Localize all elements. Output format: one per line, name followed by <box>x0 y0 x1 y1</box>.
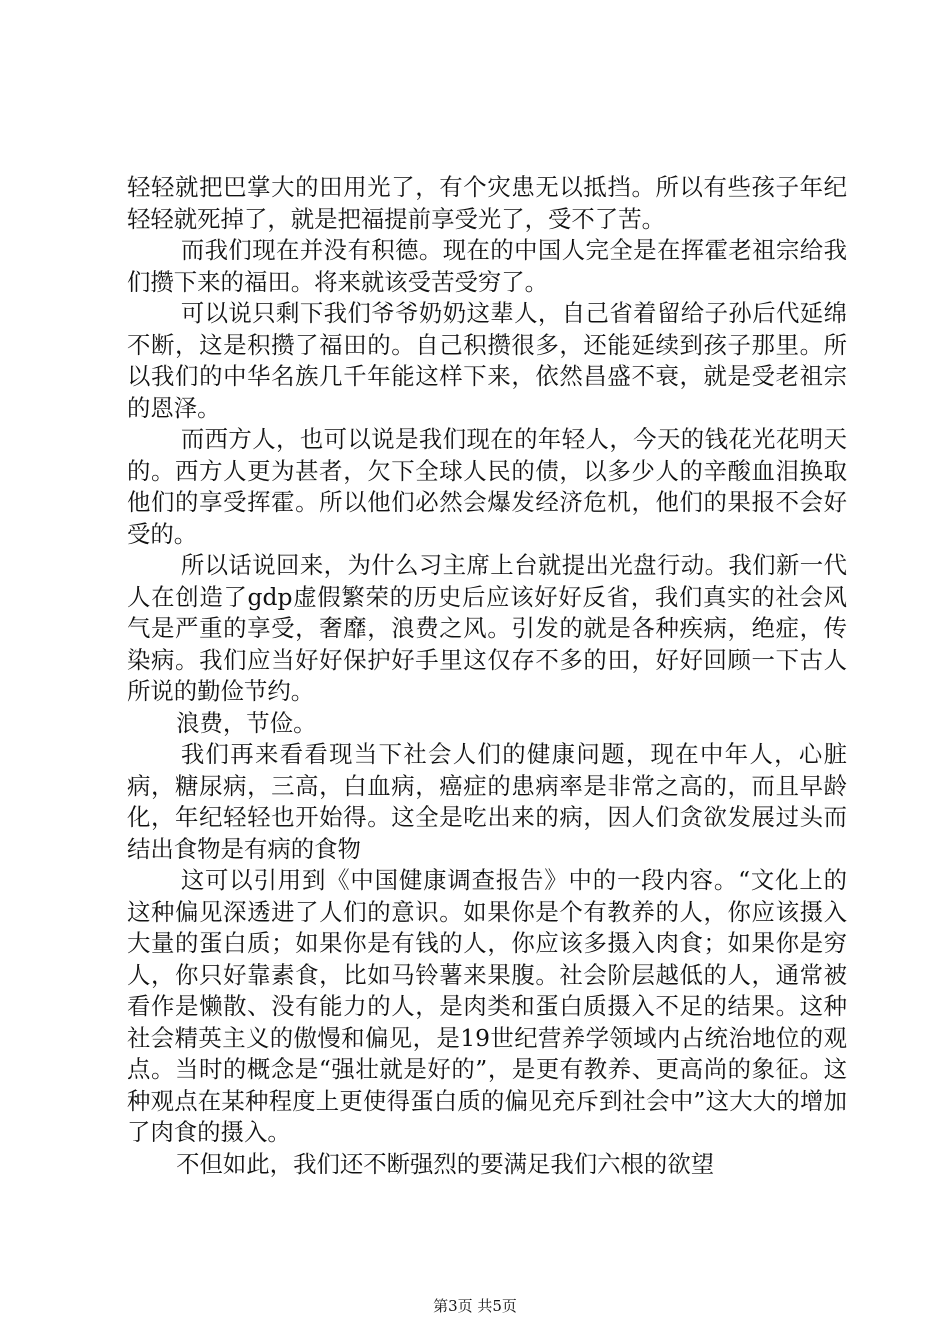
paragraph-3: 可以说只剩下我们爷爷奶奶这辈人，自己省着留给子孙后代延绵不断，这是积攒了福田的。自己积攒很多，还能延续到孩子那里。所以我们的中华名族几千年能这样下来，依然昌盛不衰，就是受老祖宗的恩泽。 <box>127 299 847 422</box>
paragraph-4: 而西方人，也可以说是我们现在的年轻人，今天的钱花光花明天的。西方人更为甚者，欠下全球人民的债，以多少人的辛酸血泪换取他们的享受挥霍。所以他们必然会爆发经济危机，他们的果报不会好受的。 <box>127 425 847 548</box>
paragraph-9: 不但如此，我们还不断强烈的要满足我们六根的欲望 <box>176 1149 715 1178</box>
page-number-footer: 第3页 共5页 <box>433 1297 517 1315</box>
paragraph-7: 我们再来看看现当下社会人们的健康问题，现在中年人，心脏病，糖尿病，三高，白血病，癌症的患病率是非常之高的，而且早龄化，年纪轻轻也开始得。这全是吃出来的病，因人们贪欲发展过头而结出食物是有病的食物 <box>127 740 847 863</box>
paragraph-5: 所以话说回来，为什么习主席上台就提出光盘行动。我们新一代人在创造了gdp虚假繁荣的历史后应该好好反省，我们真实的社会风气是严重的享受，奢靡，浪费之风。引发的就是各种疾病，绝症，传染病。我们应当好好保护好手里这仅存不多的田，好好回顾一下古人所说的勤俭节约。 <box>127 551 847 705</box>
paragraph-1: 轻轻就把巴掌大的田用光了，有个灾患无以抵挡。所以有些孩子年纪轻轻就死掉了，就是把福提前享受光了，受不了苦。 <box>127 173 847 233</box>
paragraph-2: 而我们现在并没有积德。现在的中国人完全是在挥霍老祖宗给我们攒下来的福田。将来就该受苦受穷了。 <box>127 236 847 296</box>
paragraph-8: 这可以引用到《中国健康调查报告》中的一段内容。“文化上的这种偏见深透进了人们的意识。如果你是个有教养的人，你应该摄入大量的蛋白质；如果你是有钱的人，你应该多摄入肉食；如果你是穷人，你只好靠素食，比如马铃薯来果腹。社会阶层越低的人，通常被看作是懒散、没有能力的人，是肉类和蛋白质摄入不足的结果。这种社会精英主义的傲慢和偏见，是19世纪营养学领域内占统治地位的观点。当时的概念是“强壮就是好的”，是更有教养、更高尚的象征。这种观点在某种程度上更使得蛋白质的偏见充斥到社会中”这大大的增加了肉食的摄入。 <box>127 866 847 1146</box>
paragraph-6: 浪费，节俭。 <box>176 708 317 737</box>
document-body <box>127 172 847 1180</box>
